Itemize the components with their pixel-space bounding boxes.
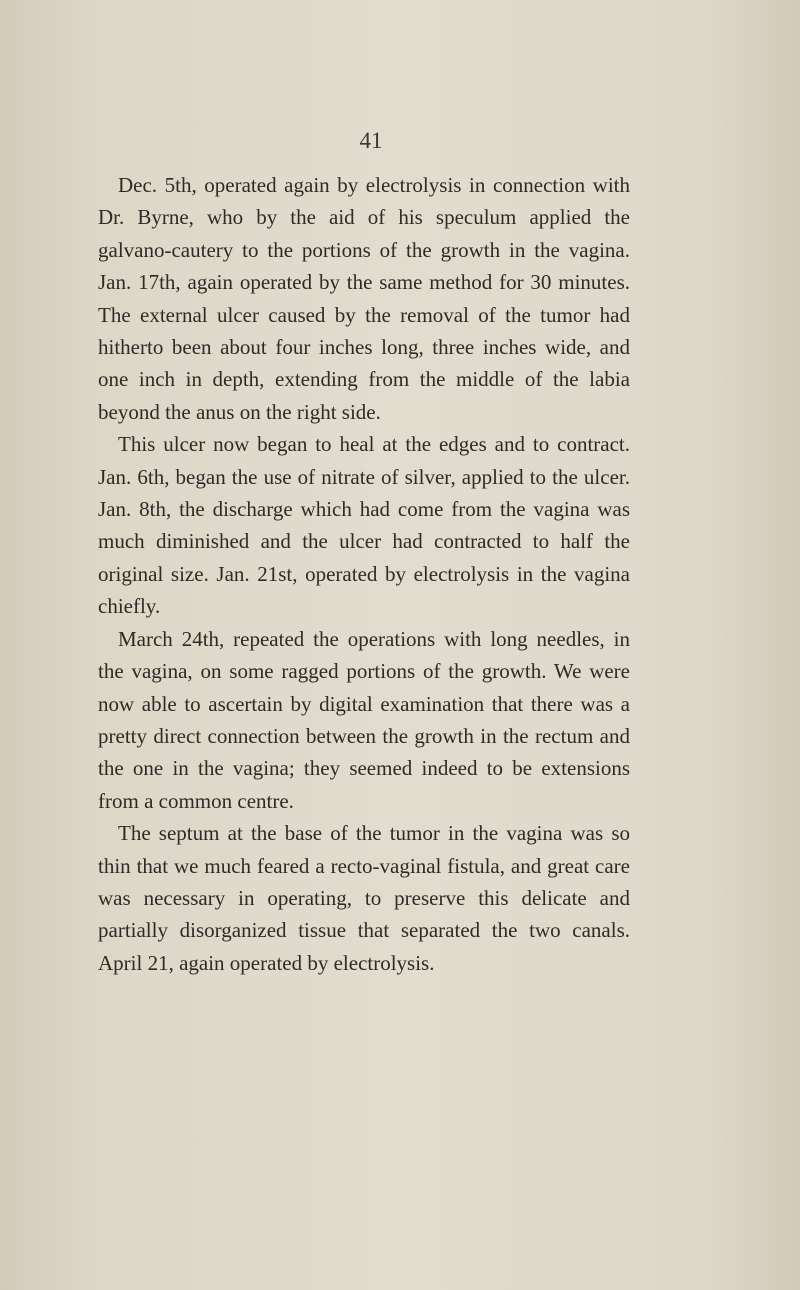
paragraph-4: The septum at the base of the tumor in the vagina was so thin that we much feared a recto-vaginal fistula, and great care was necessary in operating, to preserve this delicate and partially disorganized tissue that separated the two canals. April 21, again operated by electrolysis. [98, 821, 630, 975]
paragraph-2: This ulcer now began to heal at the edges and to contract. Jan. 6th, began the use of nitrate of silver, applied to the ulcer. Jan. 8th, the discharge which had come from the vagina was much diminished and the ulcer had contracted to half the original size. Jan. 21st, operated by electrolysis in the vagina chiefly. [98, 432, 630, 619]
paragraph-1: Dec. 5th, operated again by electrolysis in connection with Dr. Byrne, who by the aid of his speculum applied the galvano-cautery to the portions of the growth in the vagina. Jan. 17th, again operated by the same method for 30 minutes. The external ulcer caused by the removal of the tumor had hitherto been about four inches long, three inches wide, and one inch in depth, extending from the middle of the labia beyond the anus on the right side. [98, 173, 630, 424]
body-text [98, 169, 630, 979]
page-number: 41 [359, 128, 383, 153]
paragraph-3: March 24th, repeated the operations with long needles, in the vagina, on some ragged portions of the growth. We were now able to ascertain by digital examination that there was a pretty direct connection between the growth in the rectum and the one in the vagina; they seemed indeed to be extensions from a common centre. [98, 626, 630, 813]
